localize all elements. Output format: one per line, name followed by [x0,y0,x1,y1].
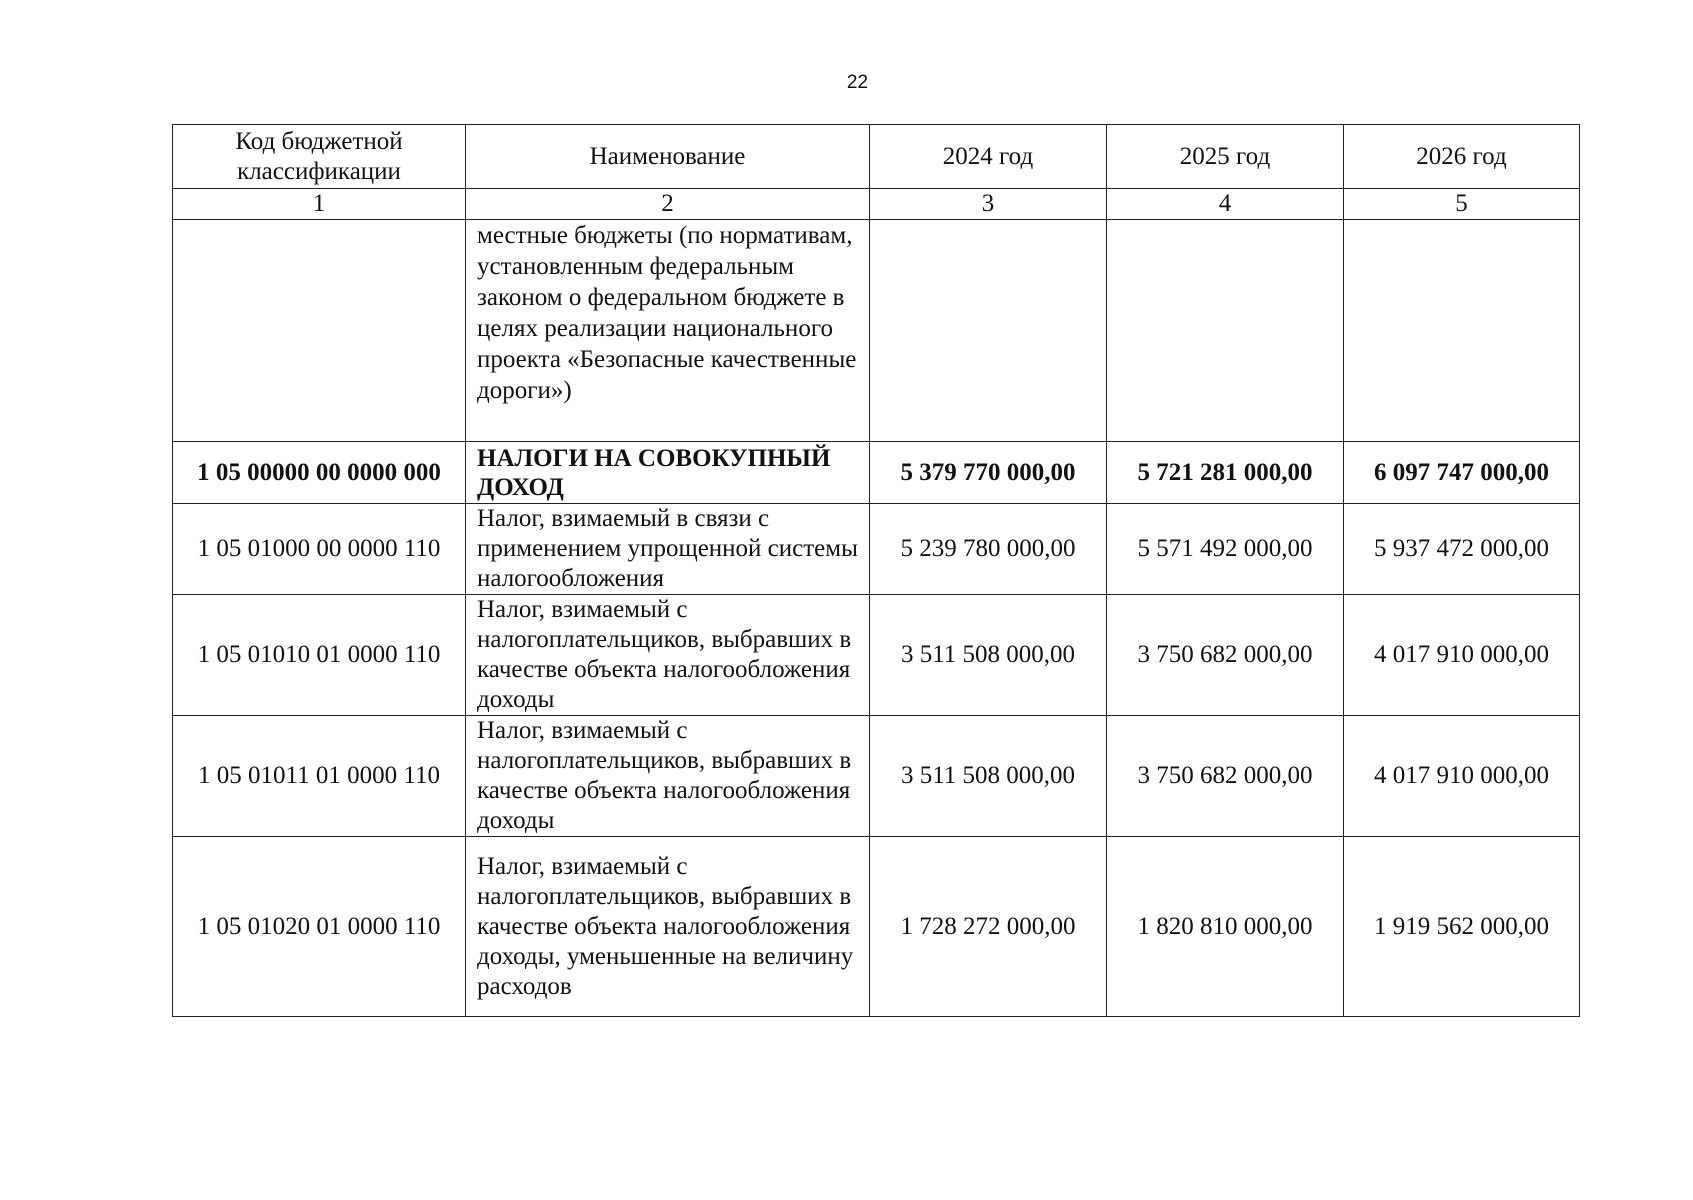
header-code: Код бюджетной классификации [173,125,466,189]
row-value-2026: 6 097 747 000,00 [1344,442,1580,504]
row-value-2024 [870,220,1107,442]
header-2025: 2025 год [1107,125,1344,189]
row-value-2026 [1344,220,1580,442]
row-value-2024: 3 511 508 000,00 [870,595,1107,716]
row-name: местные бюджеты (по нормативам, установленным федеральным законом о федеральном бюджете в целях реализации национального проекта «Безопасные качественные дороги») [466,220,870,442]
row-value-2025: 5 721 281 000,00 [1107,442,1344,504]
budget-revenue-table [172,124,1580,1017]
column-number: 2 [466,189,870,220]
row-value-2024: 1 728 272 000,00 [870,837,1107,1017]
row-code: 1 05 00000 00 0000 000 [173,442,466,504]
row-name: Налог, взимаемый с налогоплательщиков, выбравших в качестве объекта налогообложения доходы [466,595,870,716]
row-code: 1 05 01010 01 0000 110 [173,595,466,716]
table-row [173,504,1580,595]
row-value-2026: 4 017 910 000,00 [1344,595,1580,716]
row-code: 1 05 01000 00 0000 110 [173,504,466,595]
row-value-2025: 3 750 682 000,00 [1107,595,1344,716]
table-row [173,442,1580,504]
table-header-row [173,125,1580,189]
header-name: Наименование [466,125,870,189]
table-row [173,220,1580,442]
row-code: 1 05 01020 01 0000 110 [173,837,466,1017]
table-row [173,595,1580,716]
table-row [173,716,1580,837]
row-value-2025: 3 750 682 000,00 [1107,716,1344,837]
row-value-2025 [1107,220,1344,442]
row-name: Налог, взимаемый в связи с применением упрощенной системы налогообложения [466,504,870,595]
row-name: НАЛОГИ НА СОВОКУПНЫЙ ДОХОД [466,442,870,504]
header-2026: 2026 год [1344,125,1580,189]
page-number: 22 [846,72,869,93]
column-number: 3 [870,189,1107,220]
row-value-2025: 5 571 492 000,00 [1107,504,1344,595]
row-value-2024: 3 511 508 000,00 [870,716,1107,837]
column-number: 5 [1344,189,1580,220]
row-code [173,220,466,442]
row-value-2024: 5 379 770 000,00 [870,442,1107,504]
column-number: 4 [1107,189,1344,220]
row-name: Налог, взимаемый с налогоплательщиков, выбравших в качестве объекта налогообложения доходы [466,716,870,837]
row-value-2026: 1 919 562 000,00 [1344,837,1580,1017]
column-number: 1 [173,189,466,220]
row-value-2024: 5 239 780 000,00 [870,504,1107,595]
row-value-2025: 1 820 810 000,00 [1107,837,1344,1017]
row-code: 1 05 01011 01 0000 110 [173,716,466,837]
header-2024: 2024 год [870,125,1107,189]
row-name: Налог, взимаемый с налогоплательщиков, выбравших в качестве объекта налогообложения доходы, уменьшенные на величину расходов [466,837,870,1017]
row-value-2026: 4 017 910 000,00 [1344,716,1580,837]
row-value-2026: 5 937 472 000,00 [1344,504,1580,595]
column-number-row [173,189,1580,220]
table-row [173,837,1580,1017]
